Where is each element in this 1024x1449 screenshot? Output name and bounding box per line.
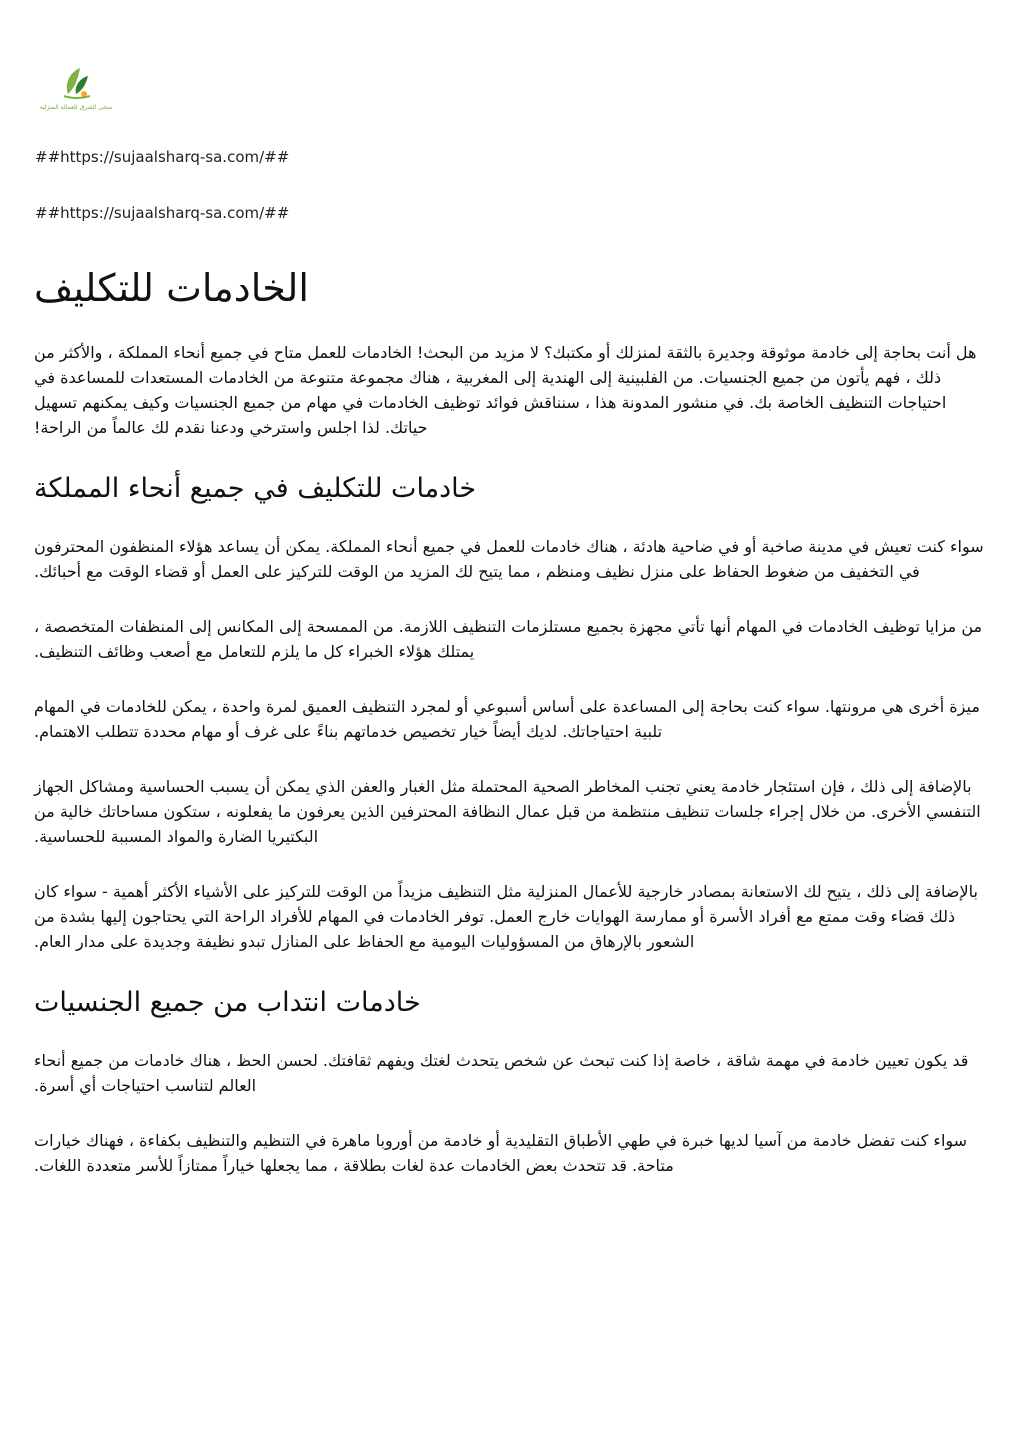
paragraph: سواء كنت تفضل خادمة من آسيا لديها خبرة في طهي الأطباق التقليدية أو خادمة من أوروبا ماهرة في التنظيم والتنظيف بكفاءة ، فهناك خيارات متاحة. قد تتحدث بعض الخادمات عدة لغات بطلاقة ، مما يجعلها خياراً ممتازاً للأسر متعددة اللغات.: [34, 1131, 968, 1175]
paragraph: ميزة أخرى هي مرونتها. سواء كنت بحاجة إلى المساعدة على أساس أسبوعي أو لمجرد التنظيف العميق لمرة واحدة ، يمكن للخادمات في المهام تلبية احتياجاتك. لديك أيضاً خيار تخصيص خدماتهم بناءً على غرف أو مهام محددة تتطلب الاهتمام.: [34, 697, 980, 741]
page-title: الخادمات للتكليف: [34, 266, 309, 310]
intro-paragraph: هل أنت بحاجة إلى خادمة موثوقة وجديرة بالثقة لمنزلك أو مكتبك؟ لا مزيد من البحث! الخادمات للعمل متاح في جميع أنحاء المملكة ، والأكثر من ذلك ، فهم يأتون من جميع الجنسيات. من الفلبينية إلى الهندية إلى المغربية ، هناك مجموعة متنوعة من الخادمات المستعدات للمساعدة في احتياجات التنظيف الخاصة بك. في منشور المدونة هذا ، سنناقش فوائد توظيف الخادمات في مهام من جميع الجنسيات وكيف يمكنهم تسهيل حياتك. لذا اجلس واسترخي ودعنا نقدم لك عالماً من الراحة!: [34, 343, 977, 437]
paragraph: سواء كنت تعيش في مدينة صاخبة أو في ضاحية هادئة ، هناك خادمات للعمل في جميع أنحاء المملكة. يمكن أن يساعد هؤلاء المنظفون المحترفون في التخفيف من ضغوط الحفاظ على منزل نظيف ومنظم ، مما يتيح لك المزيد من الوقت للتركيز على العمل أو قضاء الوقت مع أحبائك.: [34, 537, 984, 581]
site-logo: [34, 60, 118, 118]
paragraph: قد يكون تعيين خادمة في مهمة شاقة ، خاصة إذا كنت تبحث عن شخص يتحدث لغتك ويفهم ثقافتك. لحسن الحظ ، هناك خادمات من جميع أنحاء العالم لتناسب احتياجات أي أسرة.: [34, 1051, 969, 1095]
url-text[interactable]: ##https://sujaalsharq-sa.com/##: [35, 148, 290, 166]
leaf-logo-icon: [34, 60, 118, 104]
logo-caption: سجى الشرق للعمالة المنزلية: [39, 104, 113, 111]
paragraph: من مزايا توظيف الخادمات في المهام أنها تأتي مجهزة بجميع مستلزمات التنظيف اللازمة. من الممسحة إلى المكانس إلى المنظفات المتخصصة ، يمتلك هؤلاء الخبراء كل ما يلزم للتعامل مع أصعب وظائف التنظيف.: [34, 617, 983, 661]
paragraph: بالإضافة إلى ذلك ، يتيح لك الاستعانة بمصادر خارجية للأعمال المنزلية مثل التنظيف مزيداً من الوقت للتركيز على الأشياء الأكثر أهمية - سواء كان ذلك قضاء وقت ممتع مع أفراد الأسرة أو ممارسة الهوايات خارج العمل. توفر الخادمات في المهام للأفراد الراحة التي يحتاجون إليها بشدة من الشعور بالإرهاق من المسؤوليات اليومية مع الحفاظ على المنازل تبدو نظيفة وجديدة على مدار العام.: [34, 882, 978, 951]
section-heading: خادمات انتداب من جميع الجنسيات: [34, 987, 421, 1018]
paragraph: بالإضافة إلى ذلك ، فإن استئجار خادمة يعني تجنب المخاطر الصحية المحتملة مثل الغبار والعفن الذي يمكن أن يسبب الحساسية ومشاكل الجهاز التنفسي الأخرى. من خلال إجراء جلسات تنظيف منتظمة من قبل عمال النظافة المحترفين الذين يعرفون ما يفعلونه ، ستكون مساحاتك خالية من البكتيريا الضارة والمواد المسببة للحساسية.: [34, 777, 981, 846]
section-heading: خادمات للتكليف في جميع أنحاء المملكة: [34, 473, 477, 504]
article-body: [34, 262, 990, 1202]
url-text[interactable]: ##https://sujaalsharq-sa.com/##: [35, 204, 290, 222]
